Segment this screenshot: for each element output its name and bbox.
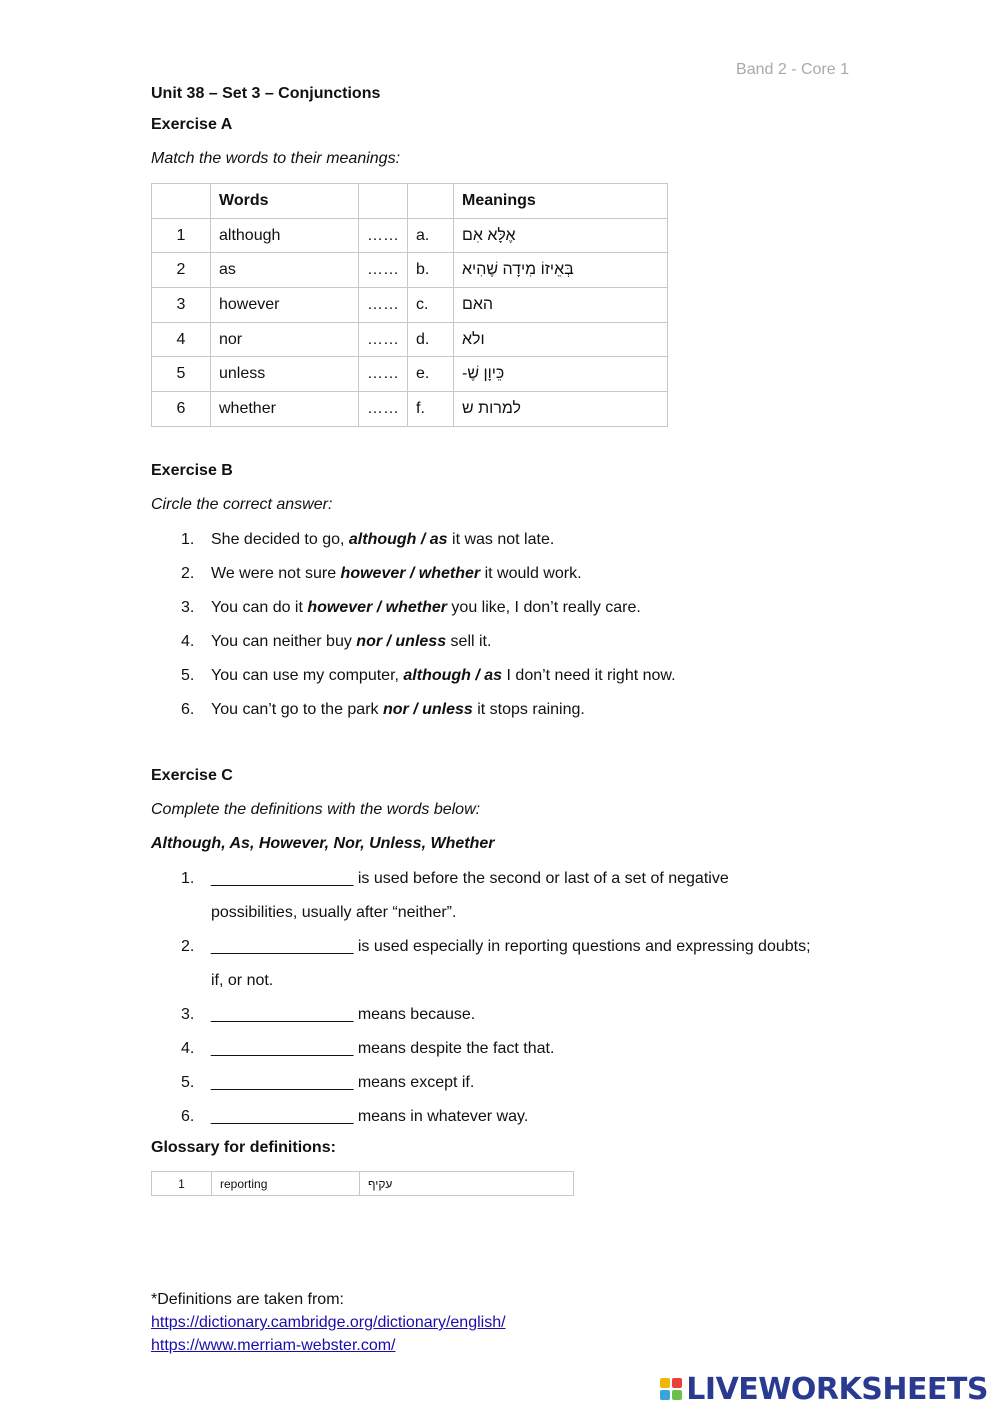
list-item: 4. You can neither buy nor / unless sell it. <box>181 633 492 650</box>
exercise-c-instruction: Complete the definitions with the words below: <box>151 801 481 818</box>
fill-blank[interactable]: ________________ <box>211 870 354 887</box>
answer-blank[interactable]: …… <box>359 218 408 253</box>
list-item: 5. ________________ means except if. <box>181 1074 475 1091</box>
fill-blank[interactable]: ________________ <box>211 1074 354 1091</box>
fill-blank[interactable]: ________________ <box>211 1108 354 1125</box>
table-row: 1 reporting עקיף <box>152 1172 574 1196</box>
answer-blank[interactable]: …… <box>359 288 408 323</box>
matching-table <box>151 183 668 427</box>
table-row: 1 although …… a. אֶלָּא אִם <box>152 218 668 253</box>
unit-title: Unit 38 – Set 3 – Conjunctions <box>151 85 381 102</box>
list-item: 6. You can’t go to the park nor / unless it stops raining. <box>181 701 585 718</box>
answer-choice[interactable]: although / as <box>348 531 448 548</box>
word-bank: Although, As, However, Nor, Unless, Whether <box>151 835 495 852</box>
logo-text: LIVEWORKSHEETS <box>686 1371 988 1407</box>
list-item: 1. ________________ is used before the second or last of a set of negative possibilities, usually after “neither”. <box>181 870 729 921</box>
meanings-column-header: Meanings <box>454 184 668 219</box>
merriam-webster-link[interactable]: https://www.merriam-webster.com/ <box>151 1337 396 1354</box>
logo-squares-icon <box>660 1378 682 1400</box>
list-item: 1. She decided to go, although / as it was not late. <box>181 531 555 548</box>
list-item: 2. We were not sure however / whether it would work. <box>181 565 582 582</box>
answer-choice[interactable]: although / as <box>403 667 503 684</box>
list-item: 4. ________________ means despite the fact that. <box>181 1040 555 1057</box>
exercise-b-list <box>151 523 676 727</box>
exercise-c-heading: Exercise C <box>151 767 233 784</box>
liveworksheets-logo <box>660 1372 988 1406</box>
list-item: 6. ________________ means in whatever way. <box>181 1108 529 1125</box>
exercise-a-heading: Exercise A <box>151 116 233 133</box>
fill-blank[interactable]: ________________ <box>211 938 354 955</box>
table-row: 6 whether …… f. למרות ש <box>152 392 668 427</box>
glossary-heading: Glossary for definitions: <box>151 1139 336 1156</box>
fill-blank[interactable]: ________________ <box>211 1006 354 1023</box>
exercise-c-list <box>151 862 811 1134</box>
answer-choice[interactable]: however / whether <box>307 599 447 616</box>
answer-choice[interactable]: nor / unless <box>382 701 473 718</box>
list-item: 3. ________________ means because. <box>181 1006 476 1023</box>
table-row: 3 however …… c. האם <box>152 288 668 323</box>
fill-blank[interactable]: ________________ <box>211 1040 354 1057</box>
answer-blank[interactable]: …… <box>359 322 408 357</box>
table-header-row <box>152 184 668 219</box>
answer-blank[interactable]: …… <box>359 253 408 288</box>
answer-choice[interactable]: nor / unless <box>356 633 447 650</box>
answer-blank[interactable]: …… <box>359 392 408 427</box>
sources-note: *Definitions are taken from: <box>151 1291 344 1308</box>
list-item: 2. ________________ is used especially in reporting questions and expressing doubts; if, or not. <box>181 938 811 989</box>
answer-choice[interactable]: however / whether <box>340 565 481 582</box>
table-row: 4 nor …… d. ולא <box>152 322 668 357</box>
list-item: 5. You can use my computer, although / as I don’t need it right now. <box>181 667 676 684</box>
cambridge-link[interactable]: https://dictionary.cambridge.org/dictionary/english/ <box>151 1314 506 1331</box>
list-item: 3. You can do it however / whether you like, I don’t really care. <box>181 599 641 616</box>
exercise-a-instruction: Match the words to their meanings: <box>151 150 401 167</box>
exercise-b-heading: Exercise B <box>151 462 233 479</box>
table-row: 2 as …… b. בְּאֵיזוֹ מִידָה שֶׁהִיא <box>152 253 668 288</box>
answer-blank[interactable]: …… <box>359 357 408 392</box>
band-label: Band 2 - Core 1 <box>736 61 849 78</box>
glossary-table <box>151 1171 574 1196</box>
table-row: 5 unless …… e. כֵּיוָן שֶׁ- <box>152 357 668 392</box>
exercise-b-instruction: Circle the correct answer: <box>151 496 333 513</box>
words-column-header: Words <box>211 184 359 219</box>
sources-footer <box>151 1288 506 1357</box>
